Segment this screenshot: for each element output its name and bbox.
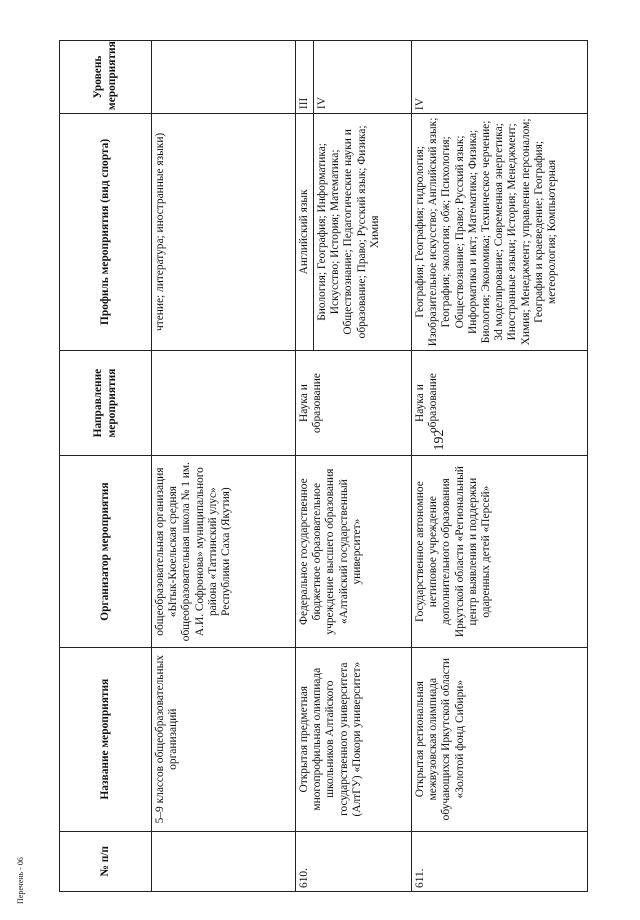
profile-part-a: Английский язык	[296, 114, 314, 350]
header-name: Название мероприятия	[60, 647, 152, 831]
row-level: IV	[412, 41, 588, 114]
header-level: Уровень мероприятия	[60, 41, 152, 114]
row-organizer: общеобразовательная организация «Ытык-Кюельская средняя общеобразовательная школа № 1 им. А.И. Софронова» муниципального района «Таттинский улус» Республики Саха (Якутия)	[152, 456, 296, 647]
header-organizer: Организатор мероприятия	[60, 456, 152, 647]
level-part-b: IV	[316, 97, 328, 110]
row-name: Открытая региональная межвузовская олимпиада обучающихся Иркутской области «Золотой фонд Сибири»	[412, 647, 588, 831]
rotated-table-container	[59, 40, 587, 892]
footer-label: Перечень - 06	[16, 857, 25, 904]
row-organizer: Федеральное государственное бюджетное образовательное учреждение высшего образования «Алтайский государственный университет»	[296, 456, 412, 647]
level-part-a: III	[296, 41, 314, 113]
row-num: 610.	[296, 831, 412, 891]
table-header-row	[60, 41, 152, 892]
header-num: № п/п	[60, 831, 152, 891]
row-organizer: Государственное автономное нетиповое учреждение дополнительного образования Иркутской области «Региональный центр выявления и поддержки одаренных детей «Персей»	[412, 456, 588, 647]
row-profile: География; География; гидрология; Изобразительное искусство; Английский язык; География; экология; обж; Психология; Обществознание; Право; Русский язык; Информатика и икт; Математика; Физика; Биология; Экономика; Техническое черчение; 3d моделирование; Современная энергетика; Иностранные языки; История; Менеджмент; Химия; Менеджмент; управление персоналом; География и краеведение; География; метеорология; Компьютерная	[412, 114, 588, 351]
row-name: Открытая предметная многопрофильная олимпиада школьников Алтайского государственного университета (АлтГУ) «Покори университет»	[296, 647, 412, 831]
row-direction: Наука и образование	[296, 350, 412, 456]
header-direction: Направление мероприятия	[60, 350, 152, 456]
table-row	[296, 41, 412, 892]
row-direction: Наука и образование	[412, 350, 588, 456]
header-profile: Профиль мероприятия (вид спорта)	[60, 114, 152, 351]
row-profile: чтение; литература; иностранные языки)	[152, 114, 296, 351]
profile-part-b: Биология; География; Информатика; Искусство; История; Математика; Обществознание; Педагогические науки и образование; Право; Русский язык; Физика; Химия	[316, 125, 381, 339]
row-num	[152, 831, 296, 891]
row-profile	[296, 114, 412, 351]
row-num: 611.	[412, 831, 588, 891]
page-number: 192	[432, 429, 447, 451]
row-name: 5–9 классов общеобразовательных организаций	[152, 647, 296, 831]
row-level	[152, 41, 296, 114]
row-level	[296, 41, 412, 114]
table-row	[152, 41, 296, 892]
events-table	[59, 40, 588, 892]
table-row	[412, 41, 588, 892]
row-direction	[152, 350, 296, 456]
